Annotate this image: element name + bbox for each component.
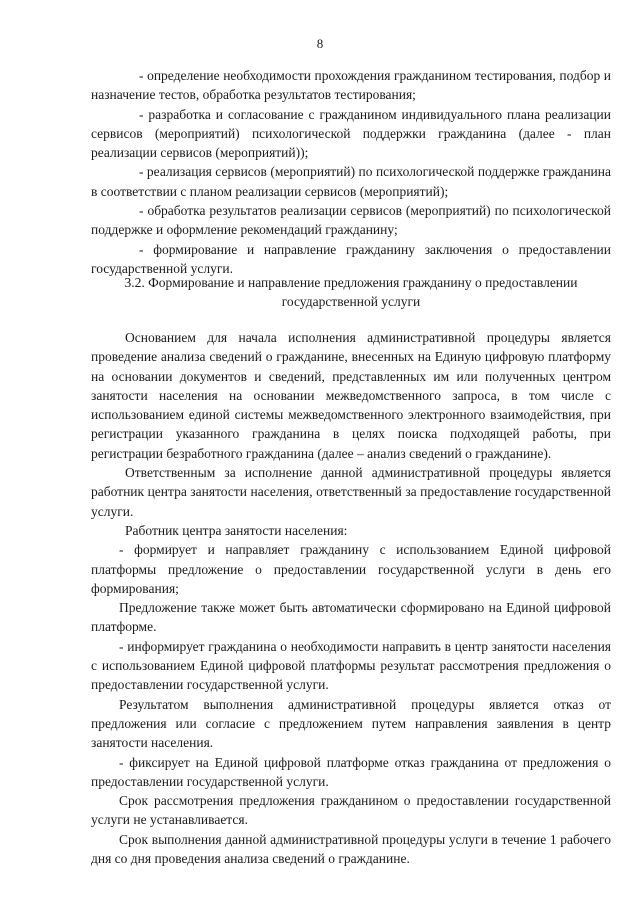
paragraph: - фиксирует на Единой цифровой платформе отказ гражданина от предложения о предоставлении государственной услуги.	[91, 754, 611, 789]
paragraph: Работник центра занятости населения:	[125, 522, 348, 538]
paragraph: Предложение также может быть автоматически сформировано на Единой цифровой платформе.	[91, 600, 611, 635]
list-item: - обработка результатов реализации сервисов (мероприятий) по психологической поддержке и оформление рекомендаций гражданину;	[91, 203, 611, 238]
paragraph: Ответственным за исполнение данной административной процедуры является работник центра занятости населения, ответственный за предоставление государственной услуги.	[91, 465, 611, 519]
paragraph: Срок рассмотрения предложения гражданином о предоставлении государственной услуги не устанавливается.	[91, 793, 611, 828]
paragraph: - информирует гражданина о необходимости направить в центр занятости населения с использованием Единой цифровой платформы результат рассмотрения предложения о предоставлении государственной услуги.	[91, 638, 611, 693]
list-item: - реализация сервисов (мероприятий) по психологической поддержке гражданина в соответствии с планом реализации сервисов (мероприятий);	[91, 164, 611, 199]
paragraph: Срок выполнения данной административной процедуры услуги в течение 1 рабочего дня со дня проведения анализа сведений о гражданине.	[91, 831, 611, 867]
page-number: 8	[316, 36, 324, 51]
list-item: - разработка и согласование с гражданином индивидуального плана реализации сервисов (мероприятий) психологической поддержки гражданина (далее - план реализации сервисов (мероприятий));	[91, 106, 611, 161]
paragraph: Результатом выполнения административной процедуры является отказ от предложения или согласие с предложением путем направления заявления в центр занятости населения.	[91, 696, 611, 751]
section-heading: 3.2. Формирование и направление предложения гражданину о предоставлении государственной услуги	[124, 275, 578, 310]
section-body	[91, 328, 611, 868]
list-item: - формирование и направление гражданину заключения о предоставлении государственной услуги.	[91, 241, 611, 276]
paragraph: - формирует и направляет гражданину с использованием Единой цифровой платформы предложение о предоставлении государственной услуги в день его формирования;	[91, 542, 611, 596]
list-continuation	[91, 66, 611, 278]
list-item: - определение необходимости прохождения гражданином тестирования, подбор и назначение тестов, обработка результатов тестирования;	[91, 68, 611, 103]
paragraph: Основанием для начала исполнения административной процедуры является проведение анализа сведений о гражданине, внесенных на Единую цифровую платформу на основании документов и сведений, представленных им или полученных центром занятости населения на основании межведомственного запроса, в том числе с использованием единой системы межведомственного электронного взаимодействия, при регистрации указанного гражданина в целях поиска подходящей работы, при регистрации безработного гражданина (далее – анализ сведений о гражданине).	[91, 330, 611, 461]
